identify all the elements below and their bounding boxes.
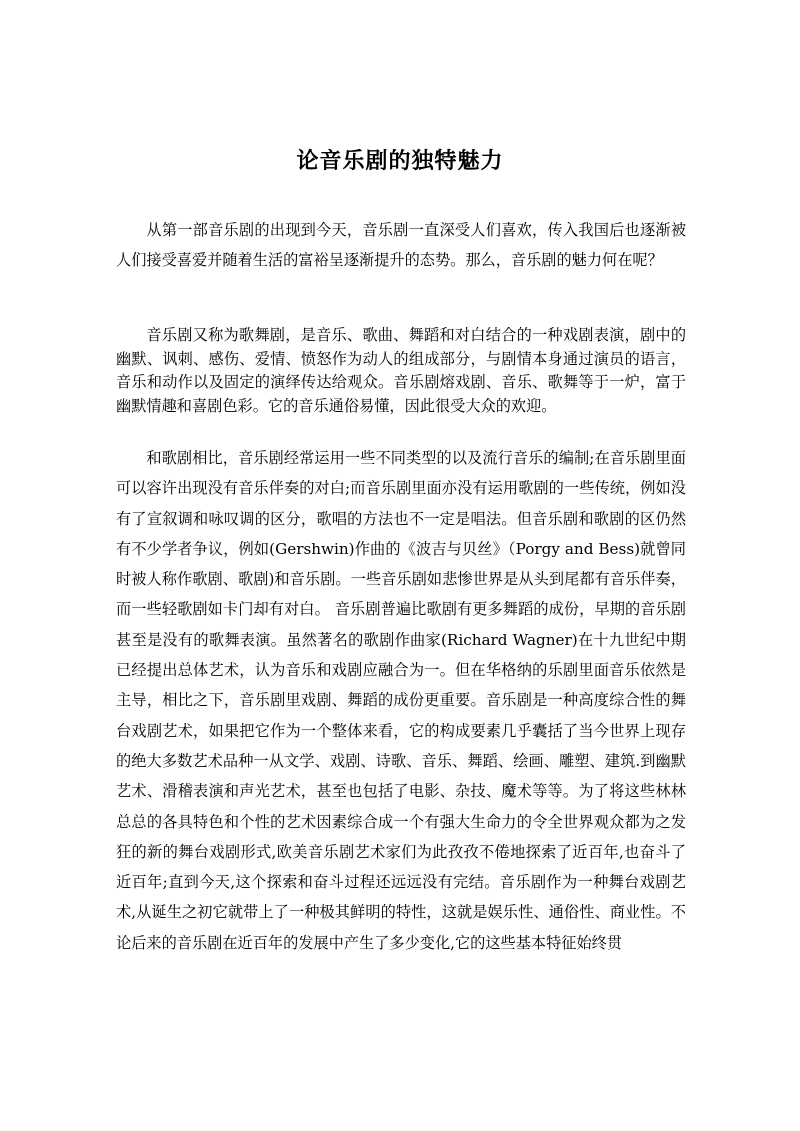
paragraph-comparison: 和歌剧相比，音乐剧经常运用一些不同类型的以及流行音乐的编制;在音乐剧里面可以容许出现没有音乐伴奏的对白;而音乐剧里面亦没有运用歌剧的一些传统，例如没有了宣叙调和咏叹调的区分，歌唱的方法也不一定是唱法。但音乐剧和歌剧的区仍然有不少学者争议，例如(Gershwin)作曲的《波吉与贝丝》（Porgy and Bess)就曾同时被人称作歌剧、歌剧)和音乐剧。一些音乐剧如悲惨世界是从头到尾都有音乐伴奏，而一些轻歌剧如卡门却有对白。 音乐剧普遍比歌剧有更多舞蹈的成份，早期的音乐剧甚至是没有的歌舞表演。虽然著名的歌剧作曲家(Richard Wagner)在十九世纪中期已经提出总体艺术，认为音乐和戏剧应融合为一。但在华格纳的乐剧里面音乐依然是主导，相比之下，音乐剧里戏剧、舞蹈的成份更重要。音乐剧是一种高度综合性的舞台戏剧艺术，如果把它作为一个整体来看，它的构成要素几乎囊括了当今世界上现存的绝大多数艺术品种一从文学、戏剧、诗歌、音乐、舞蹈、绘画、雕塑、建筑.到幽默艺术、滑稽表演和声光艺术，甚至也包括了电影、杂技、魔术等等。为了将这些林林总总的各具特色和个性的艺术因素综合成一个有强大生命力的令全世界观众都为之发狂的新的舞台戏剧形式,欧美音乐剧艺术家们为此孜孜不倦地探索了近百年,也奋斗了近百年;直到今天,这个探索和奋斗过程还远远没有完结。音乐剧作为一种舞台戏剧艺术,从诞生之初它就带上了一种极其鲜明的特性，这就是娱乐性、通俗性、商业性。不论后来的音乐剧在近百年的发展中产生了多少变化,它的这些基本特征始终贯: [116, 449, 686, 952]
paragraph-definition: 音乐剧又称为歌舞剧，是音乐、歌曲、舞蹈和对白结合的一种戏剧表演，剧中的幽默、讽刺、感伤、爱情、愤怒作为动人的组成部分，与剧情本身通过演员的语言，音乐和动作以及固定的演绎传达给观众。音乐剧熔戏剧、音乐、歌舞等于一炉，富于幽默情趣和喜剧色彩。它的音乐通俗易懂，因此很受大众的欢迎。: [116, 326, 686, 415]
document-title: 论音乐剧的独特魅力: [296, 148, 504, 174]
paragraph-intro: 从第一部音乐剧的出现到今天，音乐剧一直深受人们喜欢，传入我国后也逐渐被人们接受喜爱并随着生活的富裕呈逐渐提升的态势。那么，音乐剧的魅力何在呢？: [116, 221, 686, 269]
